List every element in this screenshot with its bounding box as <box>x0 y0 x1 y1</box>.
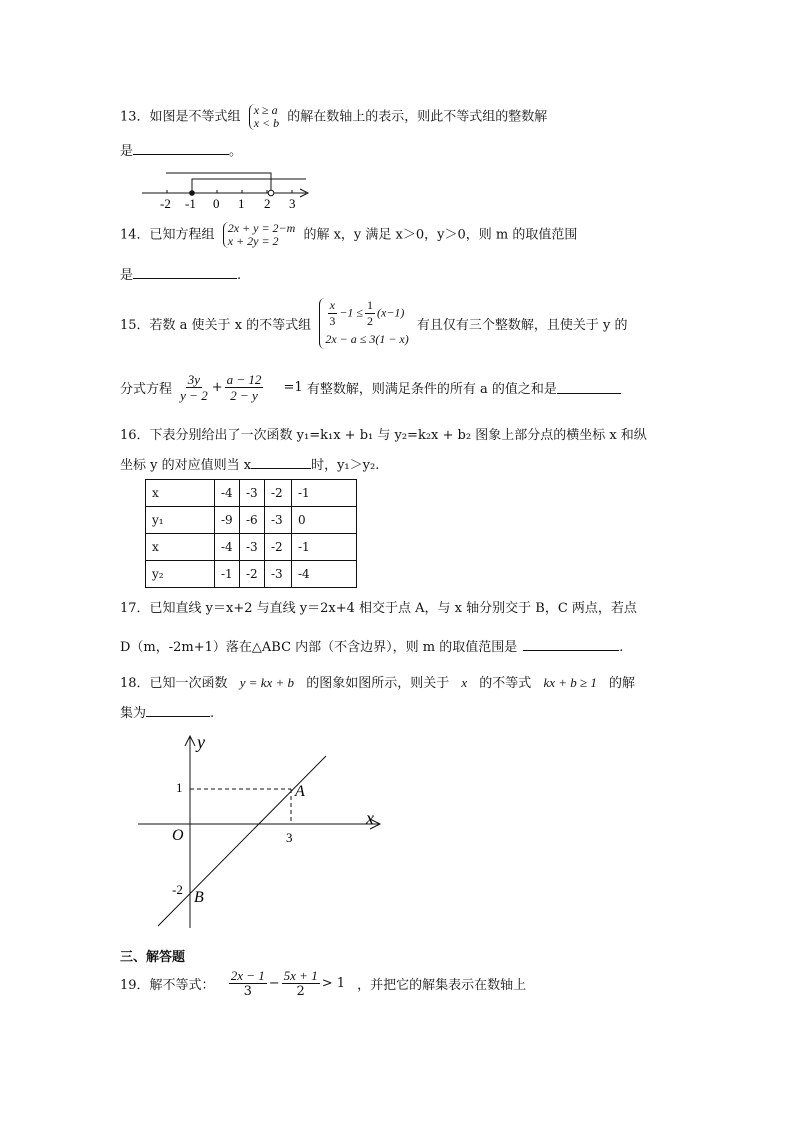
q13-line2-start: 是 <box>120 144 134 159</box>
q19-minus: − <box>268 976 280 991</box>
table-cell: 0 <box>292 507 357 534</box>
table-cell: x <box>146 480 215 507</box>
q13-inequality-system <box>249 104 279 130</box>
table-cell: -2 <box>240 561 265 588</box>
q17-line2-end: . <box>619 640 624 655</box>
q16-line2-start: 坐标 y 的对应值则当 x <box>120 458 252 473</box>
q13-number: 13． <box>120 109 150 125</box>
q15-line2 <box>120 372 621 403</box>
q15-frac-half <box>365 298 375 329</box>
q19-gt: > 1 <box>321 976 345 991</box>
q19-number: 19． <box>120 978 150 993</box>
q18-text-c: 的不等式 <box>479 676 532 691</box>
section3-title: 三、解答题 <box>120 950 186 965</box>
q19-text-after: ，并把它的解集表示在数轴上 <box>357 978 527 993</box>
q19-text-before: 解不等式： <box>149 978 215 993</box>
q19-frac-1 <box>229 968 267 999</box>
frac-numerator: 5x + 1 <box>283 968 318 983</box>
q13-tick-label: 3 <box>289 196 296 210</box>
q18-line2 <box>120 702 214 721</box>
q13-line2-end: 。 <box>229 144 243 159</box>
q13-line2 <box>120 140 242 159</box>
q18-answer-blank <box>146 704 210 717</box>
q15-inequality-system <box>319 298 408 349</box>
q14-line2 <box>120 264 241 283</box>
q14-number: 14． <box>120 227 150 243</box>
frac-numerator: x <box>329 298 335 312</box>
q15-sys-line1 <box>325 298 408 329</box>
table-row <box>146 507 357 534</box>
frac-denominator: 2 <box>296 984 305 999</box>
q18-line2-start: 集为 <box>120 706 147 721</box>
q15-number: 15． <box>120 318 150 333</box>
q18-number: 18． <box>120 676 150 691</box>
table-row <box>146 534 357 561</box>
q18-label-neg2: -2 <box>172 882 183 897</box>
q18-ineq: kx + b ≥ 1 <box>543 675 597 690</box>
q16-line1-text: 下表分别给出了一次函数 y₁=k₁x + b₁ 与 y₂=k₂x + b₂ 图象上部分点的横坐标 x 和纵 <box>149 428 647 443</box>
q13-range-bracket-a <box>192 179 306 190</box>
q18-graph <box>130 728 390 934</box>
q18-label-1: 1 <box>176 780 183 795</box>
q13-text-after: 的解在数轴上的表示，则此不等式组的整数解 <box>287 109 548 125</box>
table-cell: -4 <box>215 534 240 561</box>
q14-sys-line2: x + 2y = 2 <box>227 234 279 248</box>
q13-sys-line2: x < b <box>253 116 280 130</box>
table-cell: -4 <box>215 480 240 507</box>
q18-line1 <box>120 672 635 691</box>
frac-denominator: 3 <box>329 314 336 328</box>
q15-s1-mid: −1 ≤ <box>339 305 363 320</box>
q13-number-line <box>140 166 320 210</box>
q13-solid-point <box>189 190 195 196</box>
q15-line1 <box>120 298 628 349</box>
q17-line1-text: 已知直线 y＝x+2 与直线 y＝2x+4 相交于点 A，与 x 轴分别交于 B，C 两点，若点 <box>149 601 637 616</box>
frac-denominator: y − 2 <box>180 388 208 403</box>
q15-text-before: 若数 a 使关于 x 的不等式组 <box>149 318 312 333</box>
q15-text-after: 有且仅有三个整数解，且使关于 y 的 <box>416 318 628 333</box>
table-cell: -6 <box>240 507 265 534</box>
table-cell: -2 <box>265 480 292 507</box>
q14-line1 <box>120 222 577 248</box>
table-cell: -3 <box>240 534 265 561</box>
q18-label-b: B <box>194 889 204 906</box>
q18-expr: y = kx + b <box>239 675 295 690</box>
q18-var: x <box>461 675 468 690</box>
q18-text-d: 的解 <box>609 676 636 691</box>
q15-sys-line2: 2x − a ≤ 3(1 − x) <box>325 332 409 346</box>
q14-line2-start: 是 <box>120 268 134 283</box>
q14-sys-line1: 2x + y = 2−m <box>227 221 296 235</box>
q13-tick-label: -2 <box>160 196 171 210</box>
q17-answer-blank <box>523 638 619 651</box>
table-row <box>146 480 357 507</box>
q18-line2-end: . <box>210 706 215 721</box>
table-cell: x <box>146 534 215 561</box>
q13-sys-line1: x ≥ a <box>253 103 278 117</box>
q16-answer-blank <box>251 456 311 469</box>
q13-tick-label: 2 <box>264 196 271 210</box>
q16-number: 16． <box>120 428 150 443</box>
q15-plus: + <box>211 380 223 395</box>
q18-label-3: 3 <box>286 830 293 845</box>
q13-open-point <box>268 190 274 196</box>
q13-line1 <box>120 104 547 130</box>
frac-numerator: a − 12 <box>226 372 262 387</box>
q15-equals: =1 <box>283 380 303 395</box>
q18-text-a: 已知一次函数 <box>149 676 228 691</box>
q15-frac-x3 <box>327 298 337 329</box>
q18-label-origin: O <box>172 827 184 844</box>
q18-label-x: x <box>366 808 374 828</box>
table-cell: y₂ <box>146 561 215 588</box>
q17-number: 17． <box>120 601 150 616</box>
q14-answer-blank <box>133 266 237 279</box>
table-row <box>146 561 357 588</box>
q13-answer-blank <box>133 142 229 155</box>
q15-line2-start: 分式方程 <box>120 382 173 397</box>
table-cell: y₁ <box>146 507 215 534</box>
q16-line2 <box>120 454 379 473</box>
table-cell: -3 <box>265 561 292 588</box>
table-cell: -1 <box>215 561 240 588</box>
q18-label-y: y <box>197 732 205 752</box>
q19-line <box>120 968 526 999</box>
frac-numerator: 3y <box>187 372 201 387</box>
frac-numerator: 1 <box>367 298 373 312</box>
q15-answer-blank <box>557 381 621 394</box>
q15-frac-3y <box>178 372 210 403</box>
table-cell: -2 <box>265 534 292 561</box>
table-cell: -4 <box>292 561 357 588</box>
q19-frac-2 <box>282 968 320 999</box>
q15-s1-end: (x−1) <box>377 305 405 320</box>
q17-line2 <box>120 636 623 655</box>
q14-text-after: 的解 x，y 满足 x＞0，y＞0，则 m 的取值范围 <box>303 227 578 243</box>
q16-values-table <box>145 479 357 588</box>
q17-line1 <box>120 597 637 616</box>
q14-equation-system <box>223 222 296 248</box>
q15-frac-a12 <box>225 372 264 403</box>
q13-text-before: 如图是不等式组 <box>149 109 241 125</box>
table-cell: -3 <box>240 480 265 507</box>
q13-tick-label: -1 <box>185 196 196 210</box>
q15-line2-end: 有整数解，则满足条件的所有 a 的值之和是 <box>306 382 557 397</box>
q16-line2-end: 时，y₁＞y₂. <box>311 458 380 473</box>
q13-tick-label: 1 <box>238 196 245 210</box>
table-cell: -1 <box>292 534 357 561</box>
table-cell: -1 <box>292 480 357 507</box>
q13-range-bracket-b <box>166 173 271 190</box>
frac-denominator: 2 <box>367 314 373 328</box>
q18-text-b: 的图象如图所示，则关于 <box>306 676 450 691</box>
q18-label-a: A <box>295 783 305 800</box>
q17-line2-start: D（m，-2m+1）落在△ABC 内部（不含边界），则 m 的取值范围是 <box>120 640 518 655</box>
frac-denominator: 3 <box>243 984 252 999</box>
q14-text-before: 已知方程组 <box>149 227 215 243</box>
frac-denominator: 2 − y <box>230 388 258 403</box>
frac-numerator: 2x − 1 <box>230 968 265 983</box>
q16-line1 <box>120 424 647 443</box>
q13-tick-label: 0 <box>213 196 220 210</box>
q14-line2-end: . <box>237 268 242 283</box>
table-cell: -3 <box>265 507 292 534</box>
table-cell: -9 <box>215 507 240 534</box>
